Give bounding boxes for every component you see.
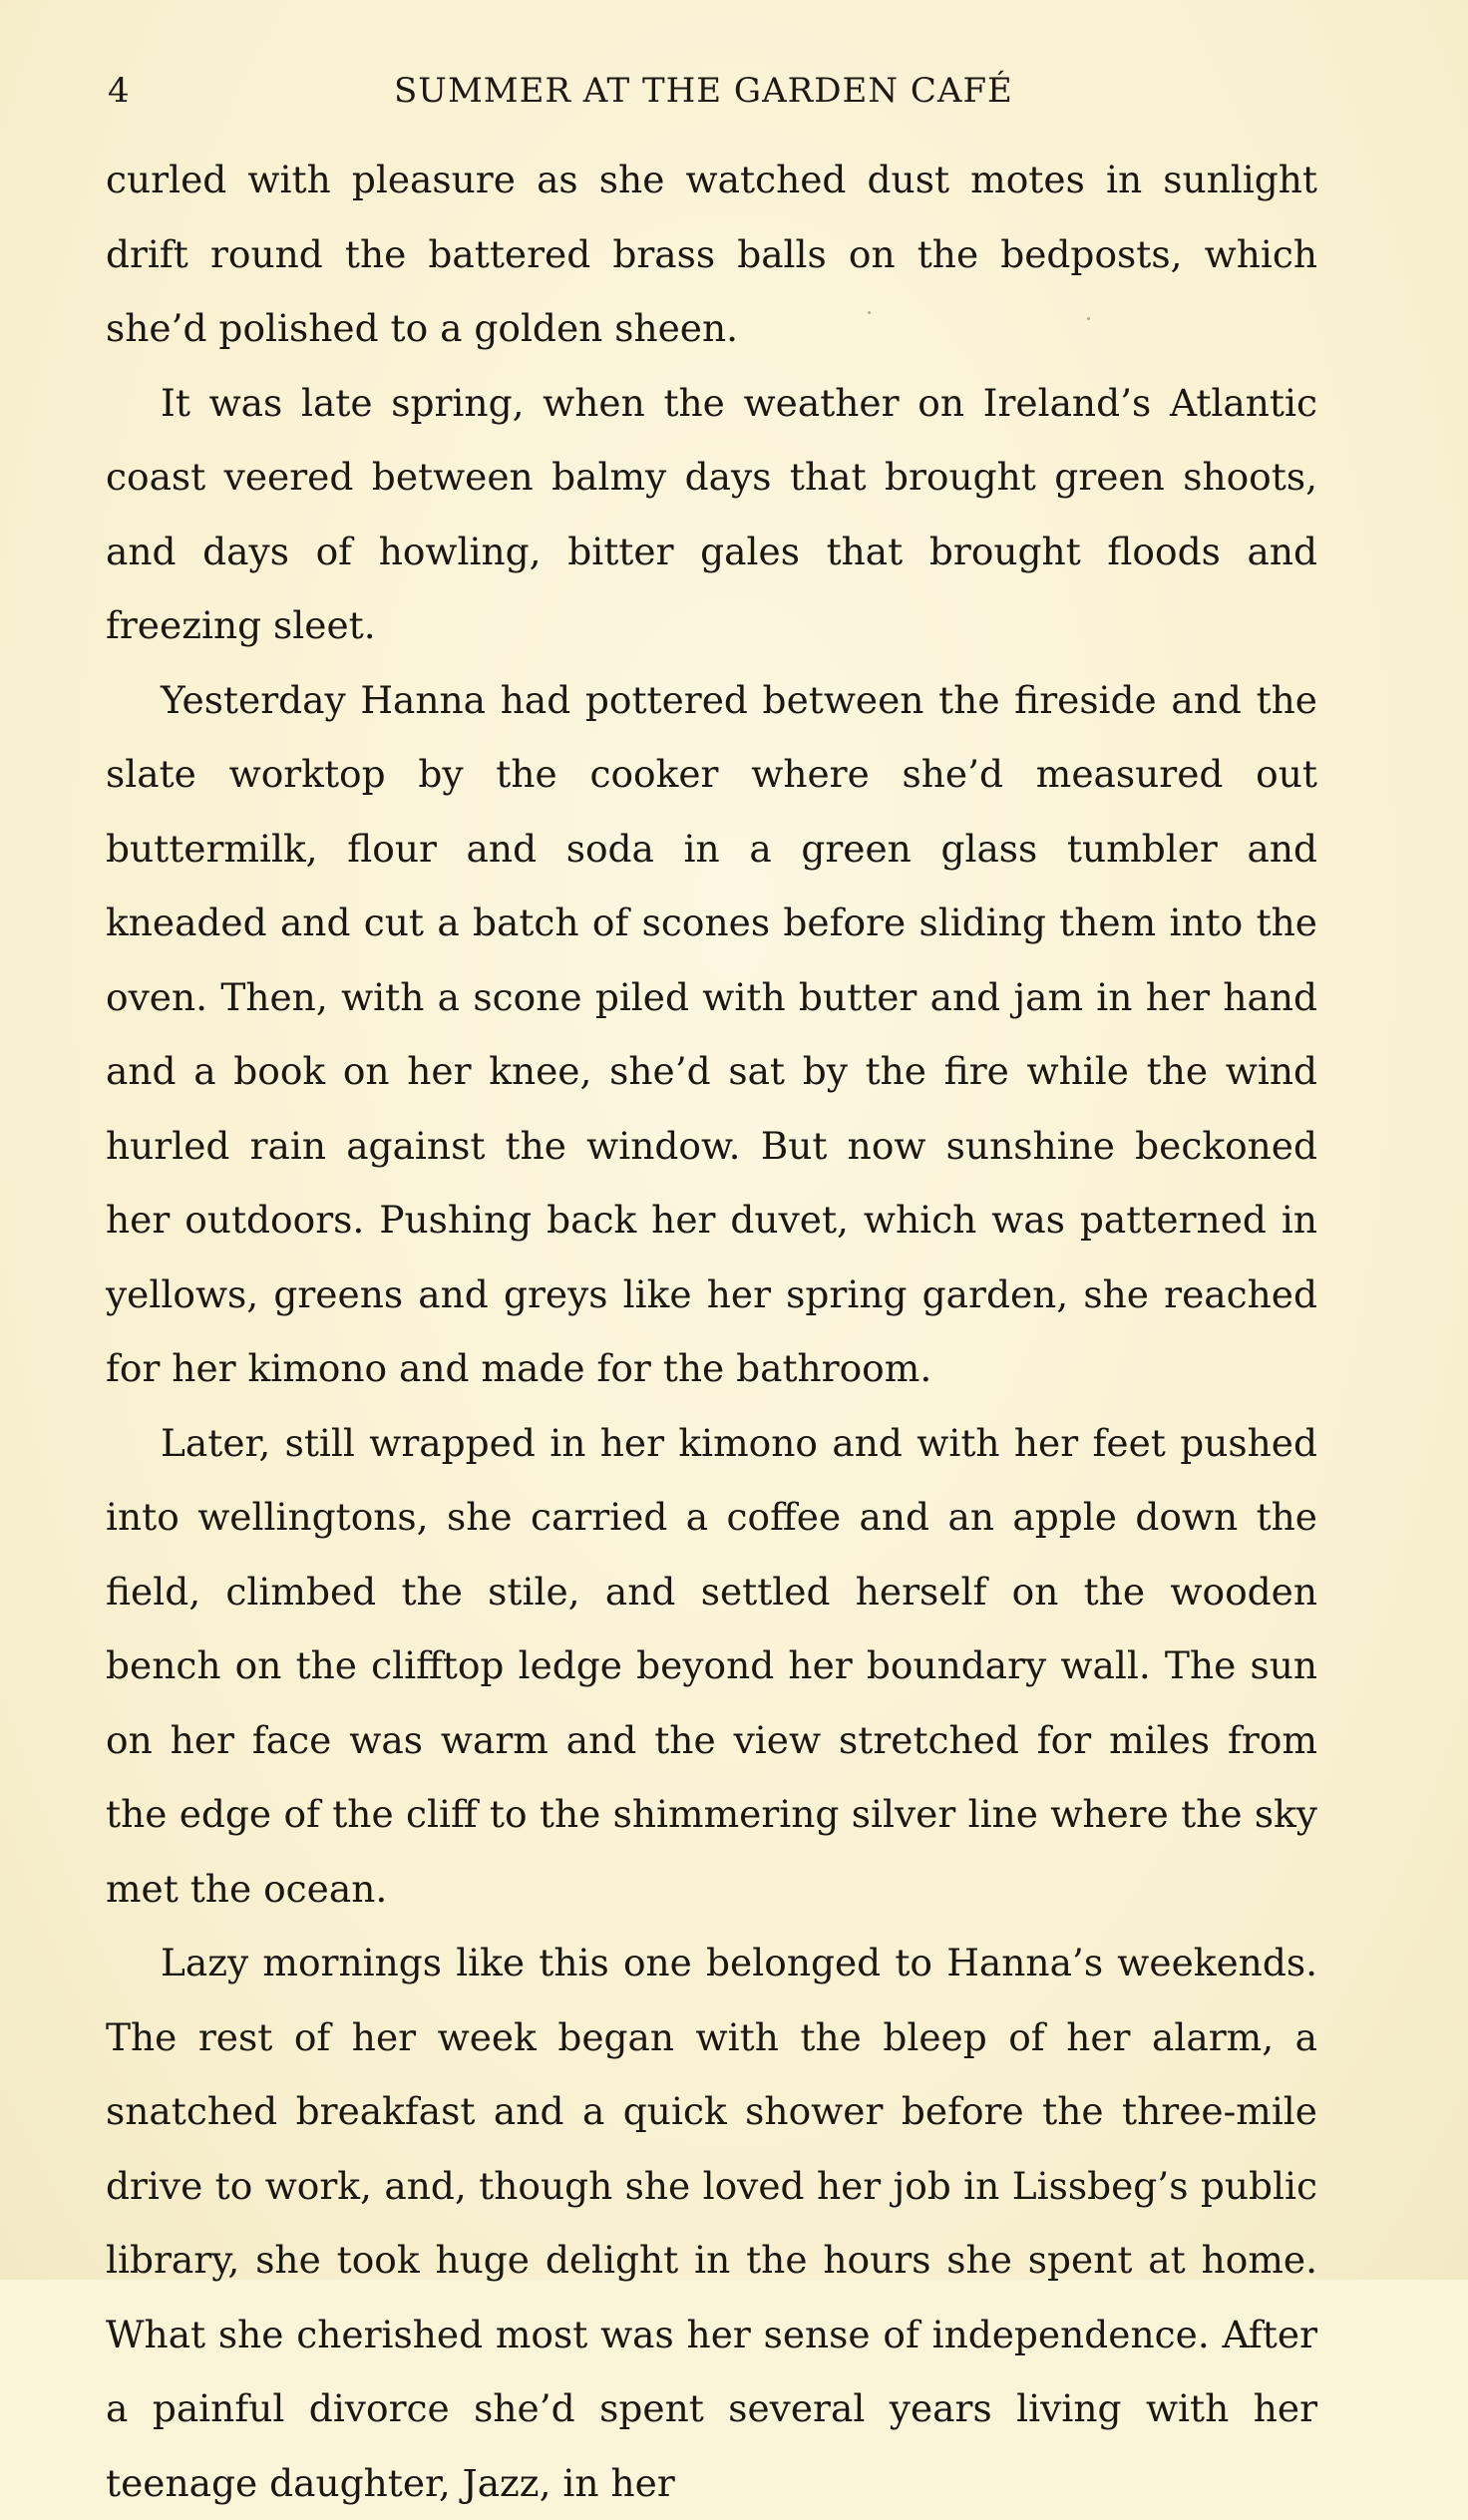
paragraph: Later, still wrapped in her kimono and with her feet pushed into wellingtons, she carried a coffee and an apple down the field, climbed the stile, and settled herself on the wooden bench on the clifftop ledge beyond her boundary wall. The sun on her face was warm and the view stretched for miles from the edge of the cliff to the shimmering silver line where the sky met the ocean. bbox=[106, 1420, 1317, 1911]
page-header bbox=[0, 66, 1468, 116]
paragraph: It was late spring, when the weather on Ireland’s Atlantic coast veered between balmy days that brought green shoots, and days of howling, bitter gales that brought floods and freezing sleet. bbox=[106, 380, 1317, 647]
paragraph: Lazy mornings like this one belonged to Hanna’s weekends. The rest of her week began with the bleep of her alarm, a snatched breakfast and a quick shower before the three-mile drive to work, and, though she loved her job in Lissbeg’s public library, she took huge delight in the hours she spent at home. What she cherished most was her sense of independence. After a painful divorce she’d spent several years living with her teenage daughter, Jazz, in her bbox=[106, 1941, 1317, 2505]
page-number: 4 bbox=[108, 71, 130, 111]
paragraph: Yesterday Hanna had pottered between the fireside and the slate worktop by the cooker where she’d measured out buttermilk, flour and soda in a green glass tumbler and kneaded and cut a batch of scones before sliding them into the oven. Then, with a scone piled with butter and jam in her hand and a book on her knee, she’d sat by the fire while the wind hurled rain against the window. But now sunshine beckoned her outdoors. Pushing back her duvet, which was patterned in yellows, greens and greys like her spring garden, she reached for her kimono and made for the bathroom. bbox=[106, 677, 1317, 1390]
paragraph: curled with pleasure as she watched dust motes in sunlight drift round the battered brass balls on the bedposts, which she’d polished to a golden sheen. bbox=[106, 158, 1317, 350]
paper-speck bbox=[1087, 317, 1090, 320]
body-text bbox=[106, 143, 1317, 2520]
running-title: SUMMER AT THE GARDEN CAFÉ bbox=[394, 71, 1013, 111]
paper-speck bbox=[868, 311, 871, 314]
